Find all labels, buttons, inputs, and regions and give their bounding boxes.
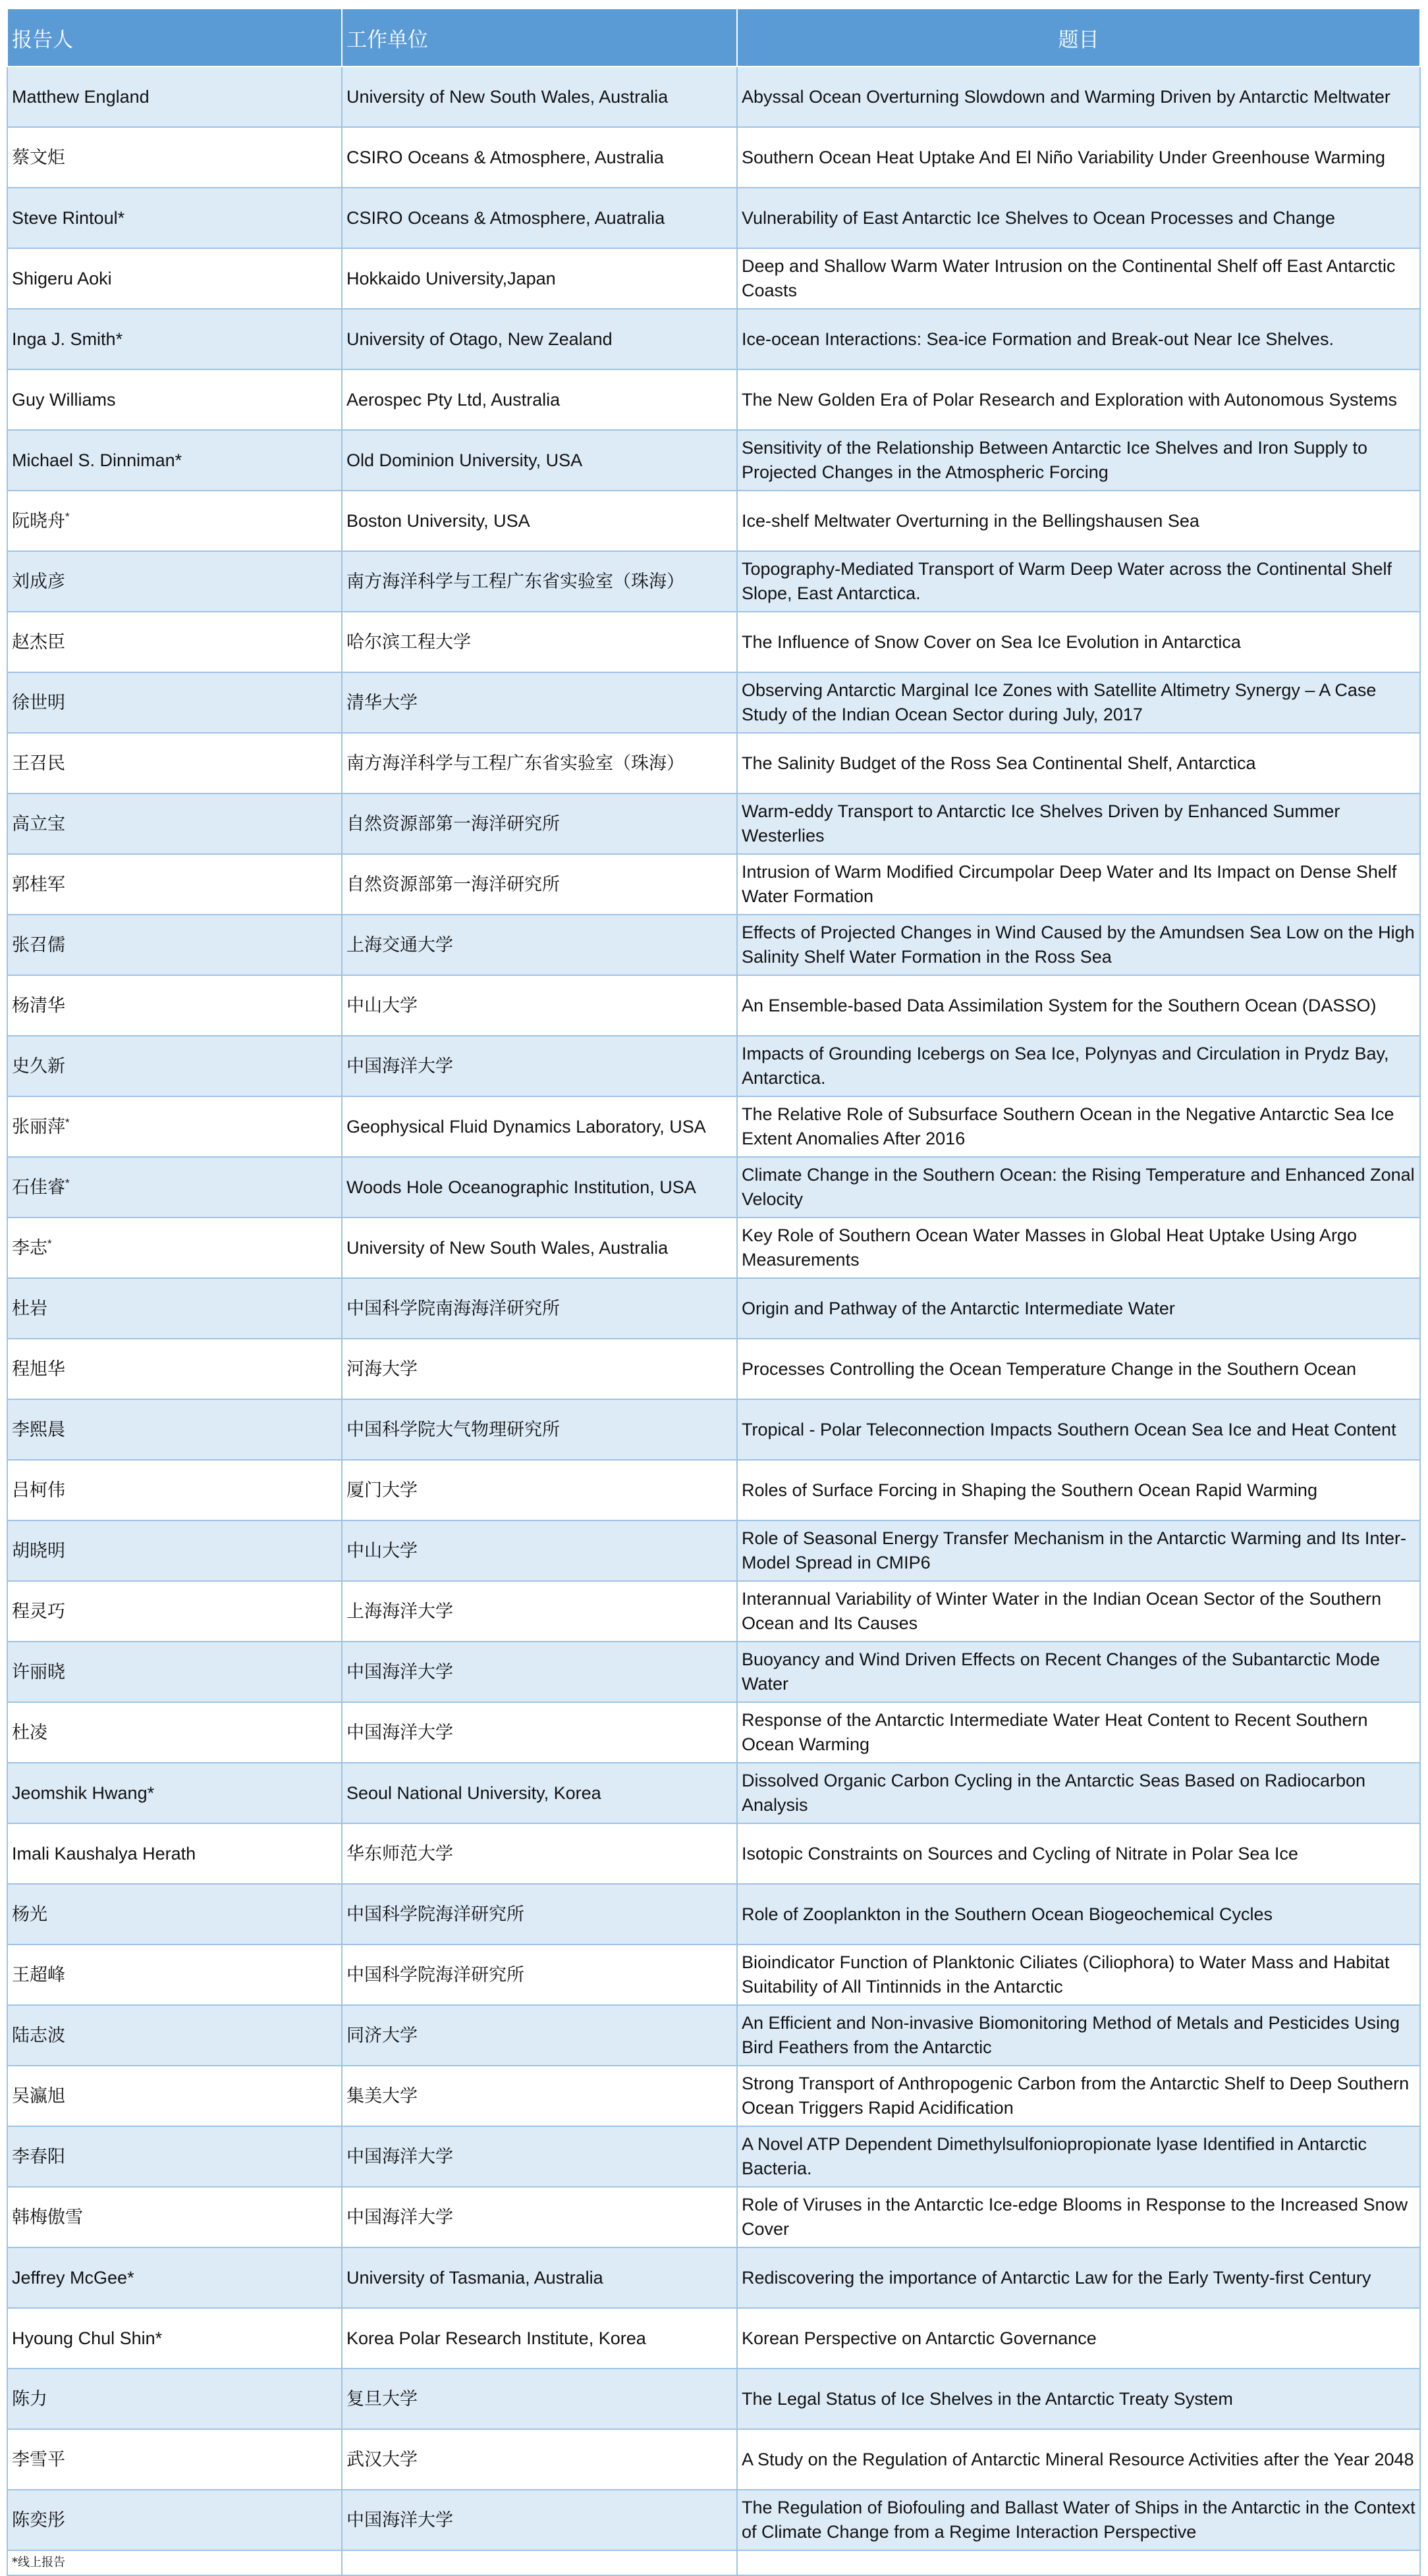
speaker-cell <box>7 2126 342 2187</box>
table-row <box>7 1702 1420 1763</box>
affiliation-cell: Woods Hole Oceanographic Institution, USA <box>342 1157 737 1218</box>
title-cell: Effects of Projected Changes in Wind Caused by the Amundsen Sea Low on the High Salinity Shelf Water Formation in the Ross Sea <box>737 915 1420 975</box>
title-cell: Vulnerability of East Antarctic Ice Shelves to Ocean Processes and Change <box>737 188 1420 248</box>
title-cell: The Regulation of Biofouling and Ballast Water of Ships in the Antarctic in the Context of Climate Change from a Regime Interaction Perspective <box>737 2490 1420 2550</box>
title-cell: The Legal Status of Ice Shelves in the Antarctic Treaty System <box>737 2369 1420 2429</box>
affiliation-cell: 中国海洋大学 <box>342 2490 737 2550</box>
title-cell: Topography-Mediated Transport of Warm Deep Water across the Continental Shelf Slope, East Antarctica. <box>737 551 1420 612</box>
affiliation-cell: 中国科学院海洋研究所 <box>342 1945 737 2005</box>
speaker-name: 李志 <box>12 1237 47 1258</box>
table-row <box>7 672 1420 733</box>
online-marker: * <box>65 1176 70 1189</box>
speaker-cell <box>7 672 342 733</box>
speaker-cell <box>7 1339 342 1399</box>
speaker-cell <box>7 793 342 854</box>
speaker-cell <box>7 430 342 491</box>
speaker-cell <box>7 1157 342 1218</box>
table-row <box>7 2308 1420 2369</box>
speaker-cell <box>7 369 342 430</box>
speaker-name: 李春阳 <box>12 2146 65 2167</box>
speaker-cell <box>7 915 342 975</box>
title-cell: A Novel ATP Dependent Dimethylsulfoniopropionate lyase Identified in Antarctic Bacteria. <box>737 2126 1420 2187</box>
affiliation-cell: 南方海洋科学与工程广东省实验室（珠海） <box>342 733 737 793</box>
speaker-cell <box>7 1520 342 1581</box>
affiliation-cell: University of Otago, New Zealand <box>342 309 737 369</box>
speaker-name: 陈力 <box>12 2388 47 2409</box>
affiliation-cell: 中国海洋大学 <box>342 1036 737 1096</box>
table-row <box>7 1460 1420 1520</box>
title-cell: Korean Perspective on Antarctic Governance <box>737 2308 1420 2369</box>
table-row <box>7 1218 1420 1278</box>
speaker-cell <box>7 1399 342 1460</box>
speaker-cell <box>7 248 342 309</box>
table-row <box>7 2066 1420 2126</box>
speaker-name: 张丽萍 <box>12 1116 65 1137</box>
speaker-cell <box>7 1823 342 1884</box>
affiliation-cell: Hokkaido University,Japan <box>342 248 737 309</box>
speaker-cell <box>7 551 342 612</box>
speaker-cell <box>7 127 342 188</box>
affiliation-cell: University of New South Wales, Australia <box>342 67 737 127</box>
title-cell: Key Role of Southern Ocean Water Masses in Global Heat Uptake Using Argo Measurements <box>737 1218 1420 1278</box>
table-row <box>7 1945 1420 2005</box>
affiliation-cell: 中国海洋大学 <box>342 2126 737 2187</box>
title-cell: The New Golden Era of Polar Research and Exploration with Autonomous Systems <box>737 369 1420 430</box>
affiliation-cell: 河海大学 <box>342 1339 737 1399</box>
speaker-cell <box>7 1763 342 1823</box>
speaker-name: 史久新 <box>12 1056 65 1077</box>
title-cell: Processes Controlling the Ocean Temperature Change in the Southern Ocean <box>737 1339 1420 1399</box>
affiliation-cell: 中国海洋大学 <box>342 1702 737 1763</box>
title-cell: Intrusion of Warm Modified Circumpolar Deep Water and Its Impact on Dense Shelf Water Formation <box>737 854 1420 915</box>
title-cell: Observing Antarctic Marginal Ice Zones with Satellite Altimetry Synergy – A Case Study of the Indian Ocean Sector during July, 2017 <box>737 672 1420 733</box>
title-cell: The Salinity Budget of the Ross Sea Continental Shelf, Antarctica <box>737 733 1420 793</box>
table-row <box>7 1096 1420 1157</box>
title-cell: Climate Change in the Southern Ocean: the Rising Temperature and Enhanced Zonal Velocity <box>737 1157 1420 1218</box>
affiliation-cell: University of New South Wales, Australia <box>342 1218 737 1278</box>
table-row <box>7 127 1420 188</box>
table-row <box>7 188 1420 248</box>
table-row <box>7 1520 1420 1581</box>
online-marker: * <box>47 1237 52 1250</box>
title-cell: Southern Ocean Heat Uptake And El Niño Variability Under Greenhouse Warming <box>737 127 1420 188</box>
table-row <box>7 2187 1420 2247</box>
table-row <box>7 1884 1420 1945</box>
header-speaker: 报告人 <box>7 9 342 67</box>
affiliation-cell: 厦门大学 <box>342 1460 737 1520</box>
title-cell: Dissolved Organic Carbon Cycling in the Antarctic Seas Based on Radiocarbon Analysis <box>737 1763 1420 1823</box>
footnote-row <box>7 2550 1420 2575</box>
table-header-row <box>7 9 1420 67</box>
speaker-name: 吕柯伟 <box>12 1480 65 1501</box>
affiliation-cell: Geophysical Fluid Dynamics Laboratory, USA <box>342 1096 737 1157</box>
table-row <box>7 1157 1420 1218</box>
speaker-name: Shigeru Aoki <box>12 268 112 288</box>
table-row <box>7 1581 1420 1642</box>
affiliation-cell: 武汉大学 <box>342 2429 737 2490</box>
table-row <box>7 1763 1420 1823</box>
speaker-name: 吴瀛旭 <box>12 2085 65 2106</box>
affiliation-cell: Korea Polar Research Institute, Korea <box>342 2308 737 2369</box>
title-cell: Role of Zooplankton in the Southern Ocean Biogeochemical Cycles <box>737 1884 1420 1945</box>
speaker-cell <box>7 188 342 248</box>
speaker-name: 阮晓舟 <box>12 510 65 531</box>
speaker-name: 杨清华 <box>12 995 65 1016</box>
table-row <box>7 491 1420 551</box>
affiliation-cell: CSIRO Oceans & Atmosphere, Australia <box>342 127 737 188</box>
table-row <box>7 309 1420 369</box>
title-cell: The Relative Role of Subsurface Southern Ocean in the Negative Antarctic Sea Ice Extent Anomalies After 2016 <box>737 1096 1420 1157</box>
table-row <box>7 975 1420 1036</box>
table-row <box>7 1399 1420 1460</box>
speaker-cell <box>7 67 342 127</box>
affiliation-cell: Old Dominion University, USA <box>342 430 737 491</box>
table-row <box>7 551 1420 612</box>
affiliation-cell: 同济大学 <box>342 2005 737 2066</box>
affiliation-cell: Boston University, USA <box>342 491 737 551</box>
speaker-name: Steve Rintoul* <box>12 207 125 228</box>
title-cell: Impacts of Grounding Icebergs on Sea Ice, Polynyas and Circulation in Prydz Bay, Antarctica. <box>737 1036 1420 1096</box>
footnote: *线上报告 <box>7 2550 342 2575</box>
speaker-name: 陈奕彤 <box>12 2509 65 2531</box>
table-row <box>7 1823 1420 1884</box>
affiliation-cell: 华东师范大学 <box>342 1823 737 1884</box>
speaker-cell <box>7 1702 342 1763</box>
title-cell: Strong Transport of Anthropogenic Carbon from the Antarctic Shelf to Deep Southern Ocean Triggers Rapid Acidification <box>737 2066 1420 2126</box>
speaker-name: 许丽晓 <box>12 1661 65 1682</box>
title-cell: Role of Viruses in the Antarctic Ice-edge Blooms in Response to the Increased Snow Cover <box>737 2187 1420 2247</box>
affiliation-cell: 中国科学院大气物理研究所 <box>342 1399 737 1460</box>
speaker-name: 李熙晨 <box>12 1419 65 1440</box>
speaker-cell <box>7 1278 342 1339</box>
table-row <box>7 793 1420 854</box>
speaker-cell <box>7 975 342 1036</box>
title-cell: Roles of Surface Forcing in Shaping the Southern Ocean Rapid Warming <box>737 1460 1420 1520</box>
affiliation-cell: CSIRO Oceans & Atmosphere, Auatralia <box>342 188 737 248</box>
speaker-name: Guy Williams <box>12 389 116 410</box>
table-row <box>7 733 1420 793</box>
speaker-name: 徐世明 <box>12 692 65 713</box>
speaker-name: 刘成彦 <box>12 571 65 592</box>
speaker-name: Jeffrey McGee* <box>12 2267 134 2288</box>
speaker-cell <box>7 491 342 551</box>
table-row <box>7 248 1420 309</box>
table-row <box>7 2005 1420 2066</box>
title-cell: Rediscovering the importance of Antarctic Law for the Early Twenty-first Century <box>737 2247 1420 2308</box>
affiliation-cell: 中山大学 <box>342 975 737 1036</box>
speaker-name: 程灵巧 <box>12 1601 65 1622</box>
empty-cell <box>737 2550 1420 2575</box>
speaker-name: Jeomshik Hwang* <box>12 1783 155 1803</box>
affiliation-cell: 中国海洋大学 <box>342 1642 737 1702</box>
speaker-name: 高立宝 <box>12 813 65 834</box>
speaker-schedule-table <box>7 8 1421 2576</box>
speaker-cell <box>7 1460 342 1520</box>
affiliation-cell: Aerospec Pty Ltd, Australia <box>342 369 737 430</box>
table-row <box>7 67 1420 127</box>
speaker-name: 杜凌 <box>12 1722 47 1743</box>
speaker-name: 程旭华 <box>12 1358 65 1380</box>
speaker-cell <box>7 2308 342 2369</box>
online-marker: * <box>65 510 70 523</box>
speaker-cell <box>7 1036 342 1096</box>
affiliation-cell: 中国科学院海洋研究所 <box>342 1884 737 1945</box>
table-row <box>7 2369 1420 2429</box>
title-cell: Abyssal Ocean Overturning Slowdown and Warming Driven by Antarctic Meltwater <box>737 67 1420 127</box>
title-cell: Ice-ocean Interactions: Sea-ice Formation and Break-out Near Ice Shelves. <box>737 309 1420 369</box>
schedule-table-container <box>7 8 1419 2576</box>
table-row <box>7 1339 1420 1399</box>
title-cell: Interannual Variability of Winter Water in the Indian Ocean Sector of the Southern Ocean and Its Causes <box>737 1581 1420 1642</box>
speaker-cell <box>7 733 342 793</box>
speaker-cell <box>7 2066 342 2126</box>
title-cell: Sensitivity of the Relationship Between Antarctic Ice Shelves and Iron Supply to Projected Changes in the Atmospheric Forcing <box>737 430 1420 491</box>
speaker-name: Inga J. Smith* <box>12 329 123 349</box>
speaker-cell <box>7 1642 342 1702</box>
title-cell: The Influence of Snow Cover on Sea Ice Evolution in Antarctica <box>737 612 1420 672</box>
affiliation-cell: Seoul National University, Korea <box>342 1763 737 1823</box>
title-cell: A Study on the Regulation of Antarctic Mineral Resource Activities after the Year 2048 <box>737 2429 1420 2490</box>
speaker-name: Michael S. Dinniman* <box>12 450 182 470</box>
title-cell: Bioindicator Function of Planktonic Ciliates (Ciliophora) to Water Mass and Habitat Suitability of All Tintinnids in the Antarctic <box>737 1945 1420 2005</box>
table-row <box>7 854 1420 915</box>
table-row <box>7 915 1420 975</box>
speaker-name: Imali Kaushalya Herath <box>12 1843 196 1864</box>
table-row <box>7 2429 1420 2490</box>
table-body <box>7 67 1420 2575</box>
table-row <box>7 369 1420 430</box>
speaker-name: 郭桂军 <box>12 874 65 895</box>
speaker-name: Hyoung Chul Shin* <box>12 2328 163 2348</box>
speaker-cell <box>7 1096 342 1157</box>
speaker-cell <box>7 309 342 369</box>
affiliation-cell: 哈尔滨工程大学 <box>342 612 737 672</box>
speaker-cell <box>7 854 342 915</box>
speaker-cell <box>7 1884 342 1945</box>
title-cell: Tropical - Polar Teleconnection Impacts Southern Ocean Sea Ice and Heat Content <box>737 1399 1420 1460</box>
online-marker: * <box>65 1115 70 1129</box>
title-cell: Warm-eddy Transport to Antarctic Ice Shelves Driven by Enhanced Summer Westerlies <box>737 793 1420 854</box>
title-cell: An Ensemble-based Data Assimilation System for the Southern Ocean (DASSO) <box>737 975 1420 1036</box>
affiliation-cell: 清华大学 <box>342 672 737 733</box>
title-cell: An Efficient and Non-invasive Biomonitoring Method of Metals and Pesticides Using Bird Feathers from the Antarctic <box>737 2005 1420 2066</box>
title-cell: Role of Seasonal Energy Transfer Mechanism in the Antarctic Warming and Its Inter-Model Spread in CMIP6 <box>737 1520 1420 1581</box>
speaker-name: 赵杰臣 <box>12 631 65 653</box>
title-cell: Deep and Shallow Warm Water Intrusion on the Continental Shelf off East Antarctic Coasts <box>737 248 1420 309</box>
speaker-cell <box>7 1218 342 1278</box>
table-row <box>7 612 1420 672</box>
table-row <box>7 1036 1420 1096</box>
speaker-cell <box>7 2247 342 2308</box>
affiliation-cell: 上海交通大学 <box>342 915 737 975</box>
speaker-cell <box>7 2187 342 2247</box>
speaker-name: 杜岩 <box>12 1298 47 1319</box>
affiliation-cell: 中国海洋大学 <box>342 2187 737 2247</box>
affiliation-cell: 复旦大学 <box>342 2369 737 2429</box>
table-row <box>7 1642 1420 1702</box>
title-cell: Origin and Pathway of the Antarctic Intermediate Water <box>737 1278 1420 1339</box>
empty-cell <box>342 2550 737 2575</box>
title-cell: Isotopic Constraints on Sources and Cycling of Nitrate in Polar Sea Ice <box>737 1823 1420 1884</box>
header-title: 题目 <box>737 9 1420 67</box>
affiliation-cell: University of Tasmania, Australia <box>342 2247 737 2308</box>
speaker-name: 石佳睿 <box>12 1177 65 1198</box>
affiliation-cell: 集美大学 <box>342 2066 737 2126</box>
table-row <box>7 2490 1420 2550</box>
speaker-name: 韩梅傲雪 <box>12 2207 83 2228</box>
speaker-name: 杨光 <box>12 1904 47 1925</box>
speaker-cell <box>7 1945 342 2005</box>
header-affiliation: 工作单位 <box>342 9 737 67</box>
speaker-name: Matthew England <box>12 86 150 107</box>
speaker-cell <box>7 2490 342 2550</box>
affiliation-cell: 上海海洋大学 <box>342 1581 737 1642</box>
speaker-name: 李雪平 <box>12 2449 65 2470</box>
speaker-cell <box>7 2005 342 2066</box>
speaker-cell <box>7 2369 342 2429</box>
title-cell: Ice-shelf Meltwater Overturning in the Bellingshausen Sea <box>737 491 1420 551</box>
table-row <box>7 2247 1420 2308</box>
speaker-name: 陆志波 <box>12 2025 65 2046</box>
speaker-name: 张召儒 <box>12 934 65 955</box>
affiliation-cell: 自然资源部第一海洋研究所 <box>342 793 737 854</box>
affiliation-cell: 南方海洋科学与工程广东省实验室（珠海） <box>342 551 737 612</box>
speaker-cell <box>7 612 342 672</box>
title-cell: Response of the Antarctic Intermediate Water Heat Content to Recent Southern Ocean Warming <box>737 1702 1420 1763</box>
speaker-name: 蔡文炬 <box>12 147 65 168</box>
title-cell: Buoyancy and Wind Driven Effects on Recent Changes of the Subantarctic Mode Water <box>737 1642 1420 1702</box>
table-row <box>7 1278 1420 1339</box>
speaker-name: 王超峰 <box>12 1964 65 1985</box>
table-row <box>7 2126 1420 2187</box>
speaker-cell <box>7 2429 342 2490</box>
table-row <box>7 430 1420 491</box>
affiliation-cell: 中山大学 <box>342 1520 737 1581</box>
speaker-name: 胡晓明 <box>12 1540 65 1561</box>
speaker-cell <box>7 1581 342 1642</box>
speaker-name: 王召民 <box>12 753 65 774</box>
affiliation-cell: 自然资源部第一海洋研究所 <box>342 854 737 915</box>
affiliation-cell: 中国科学院南海海洋研究所 <box>342 1278 737 1339</box>
